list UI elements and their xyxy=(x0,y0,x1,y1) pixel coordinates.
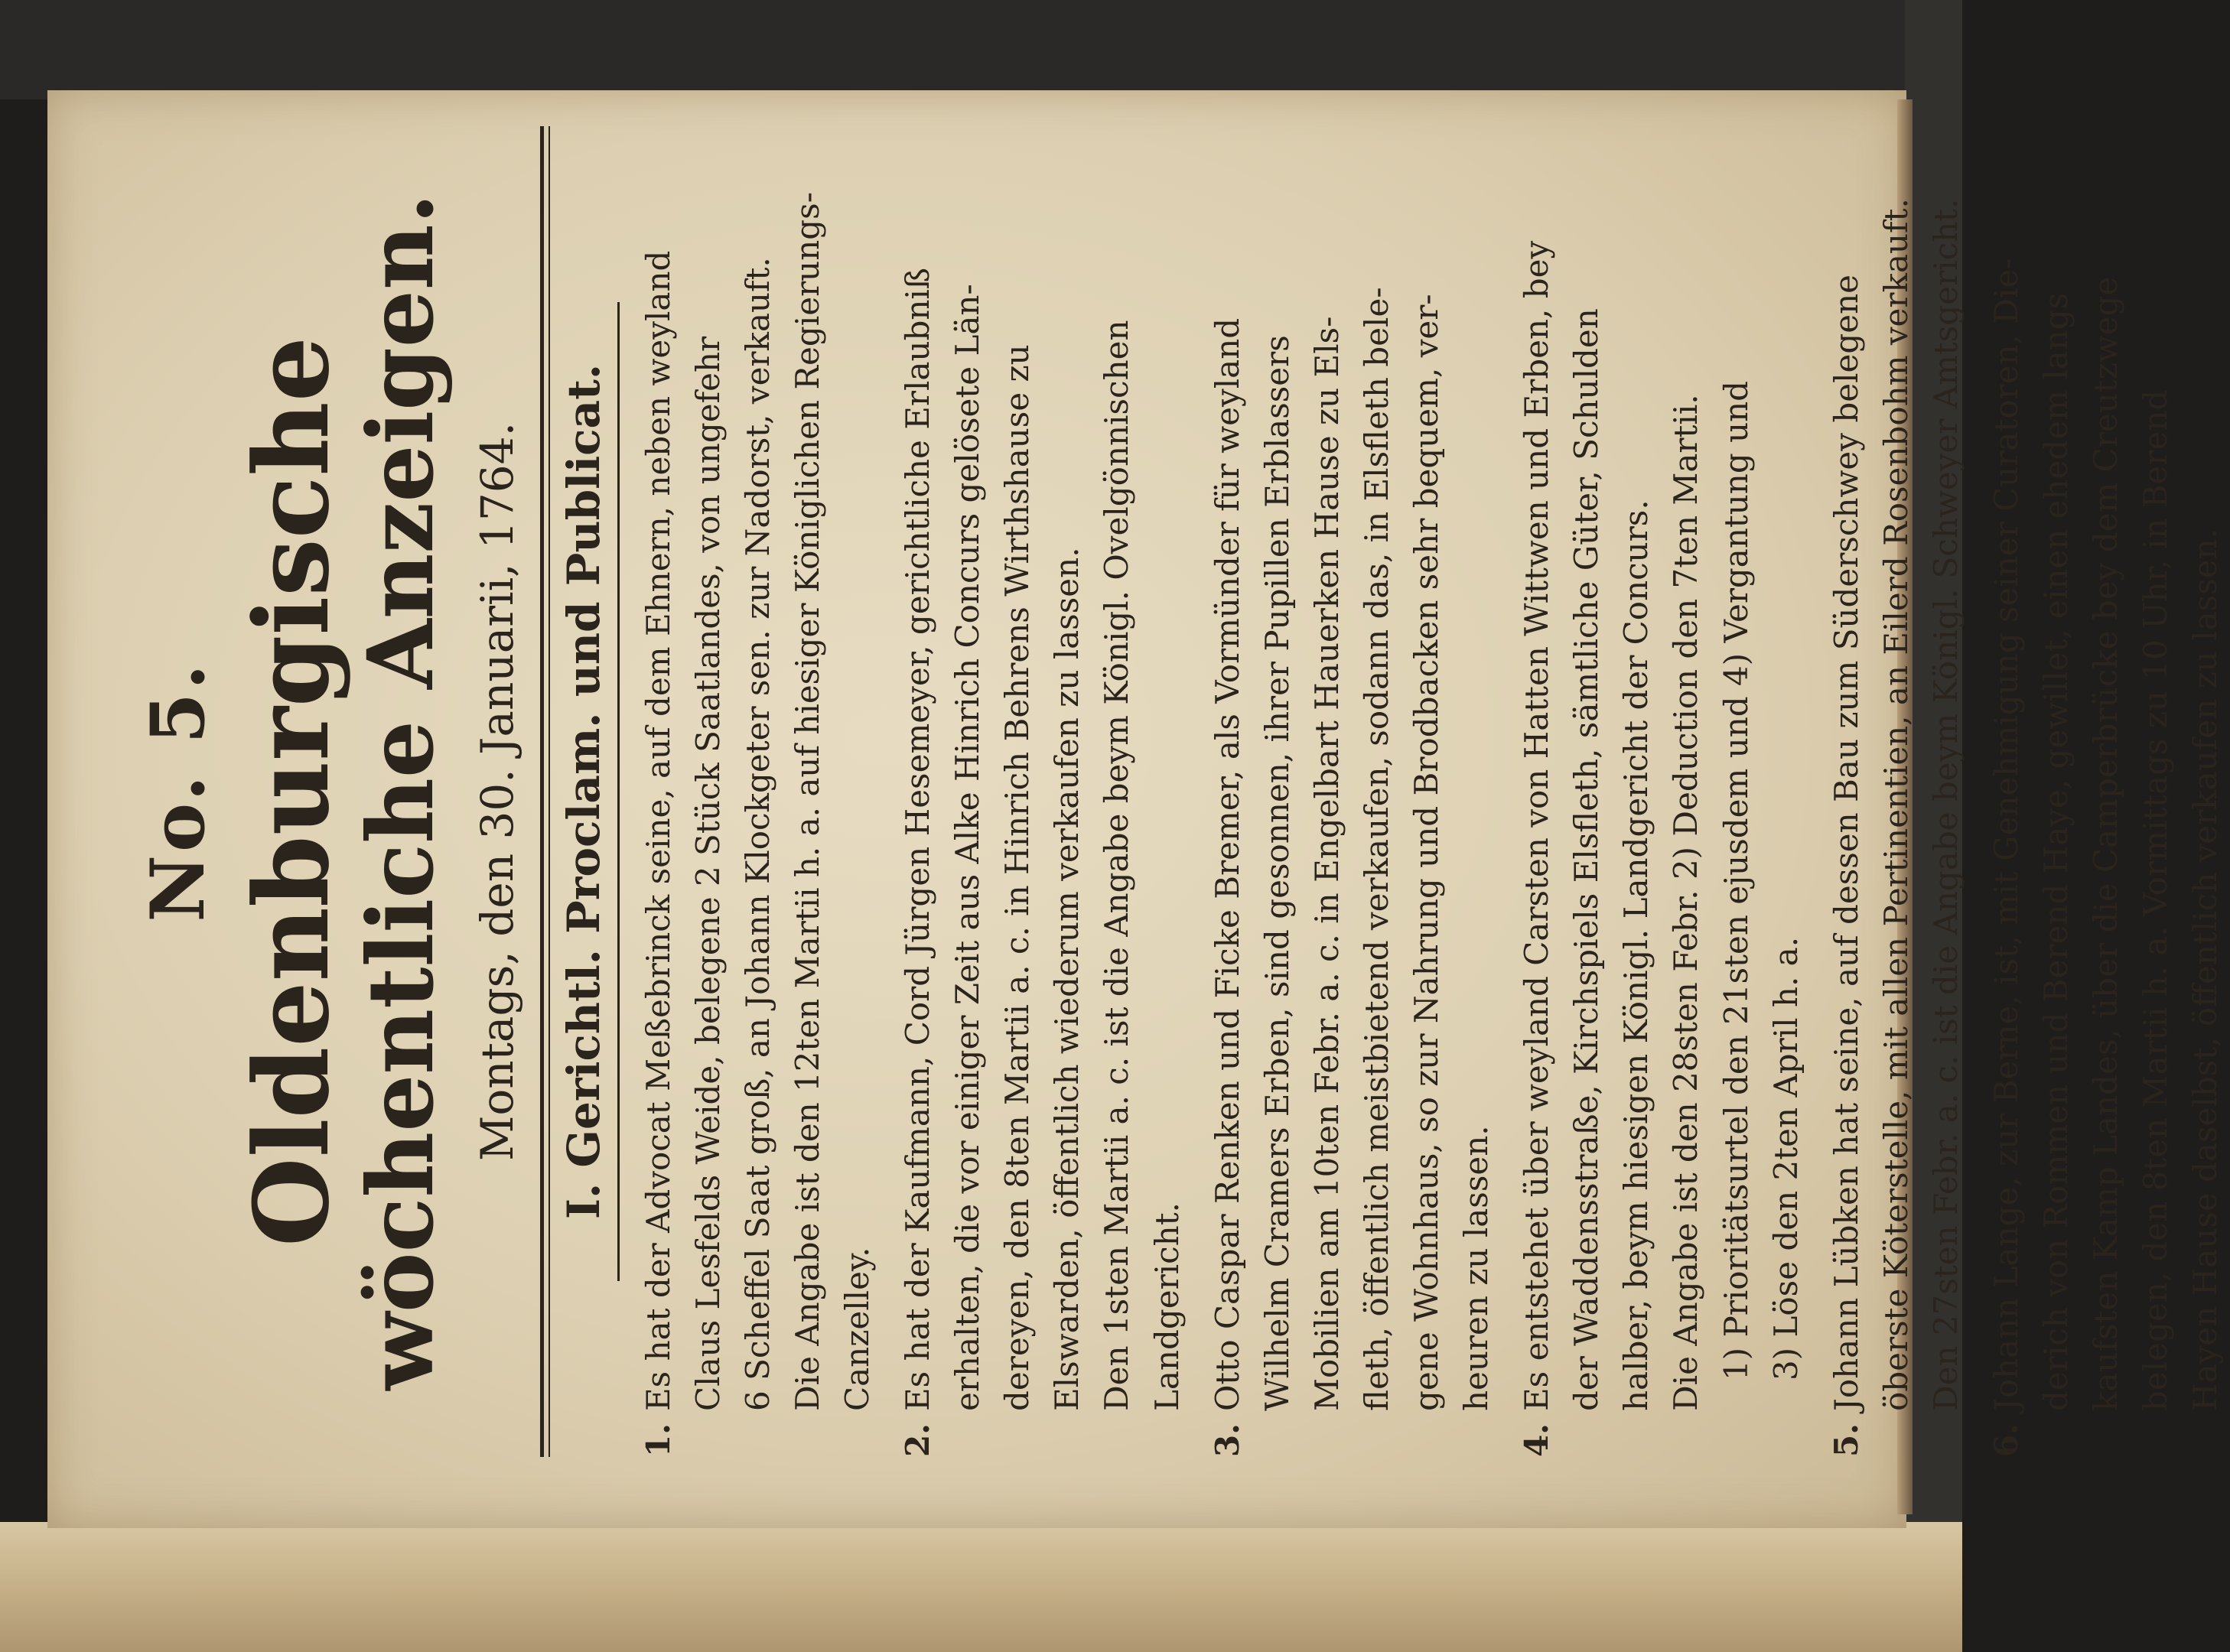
notice-line: Mobilien am 10ten Febr. a. c. in Engelbart Hauerken Hause zu Els- xyxy=(1307,316,1346,1411)
notice-number: 2. xyxy=(899,1423,937,1457)
masthead-title-line2: wöchentliche Anzeigen. xyxy=(347,193,454,1390)
notice-line: öberste Köterstelle, mit allen Pertinentien, an Eilerd Rosenbohm verkauft. xyxy=(1877,198,1915,1411)
notice-entry-6 xyxy=(1981,126,2230,1457)
notice-line: 6 Scheffel Saat groß, an Johann Klockgeter sen. zur Nadorst, verkauft. xyxy=(738,257,776,1411)
notice-line: Otto Caspar Renken und Ficke Bremer, als Vormünder für weyland xyxy=(1208,317,1246,1411)
page-fold-bottom xyxy=(0,1522,1962,1652)
notices-body xyxy=(633,103,2230,1480)
notice-entry-2 xyxy=(893,126,1192,1457)
notice-entry-1 xyxy=(633,126,882,1457)
notice-entry-5 xyxy=(1821,126,1971,1457)
notice-subline: 3) Löse den 2ten April h. a. xyxy=(1766,936,1805,1380)
rotated-page-content xyxy=(111,103,2225,1480)
section-heading: I. Gerichtl. Proclam. und Publicat. xyxy=(557,363,610,1220)
notice-line: Es entstehet über weyland Carsten von Hatten Wittwen und Erben, bey xyxy=(1518,240,1556,1411)
notice-line: Johann Lübken hat seine, auf dessen Bau zum Süderschwey belegene xyxy=(1827,274,1865,1411)
notice-line: erhalten, die vor einiger Zeit aus Alke Hinrich Concurs gelösete Län- xyxy=(949,284,987,1411)
issue-number: No. 5. xyxy=(135,661,221,922)
notice-line: halber, beym hiesigen Königl. Landgericht der Concurs. xyxy=(1617,499,1655,1411)
notice-number: 6. xyxy=(1987,1423,2026,1457)
notice-line: Die Angabe ist den 12ten Martii h. a. auf hiesiger Königlichen Regierungs- xyxy=(788,192,826,1411)
notice-number: 1. xyxy=(639,1423,677,1457)
notice-entry-4 xyxy=(1512,126,1811,1457)
double-rule xyxy=(540,126,550,1457)
notice-line: dereyen, den 8ten Martii a. c. in Hinrich Behrens Wirthshause zu xyxy=(998,344,1037,1411)
notice-line: Johann Lange, zur Berne, ist, mit Genehmigung seiner Curatoren, Die- xyxy=(1987,258,2026,1411)
notice-line: gene Wohnhaus, so zur Nahrung und Brodbacken sehr bequem, ver- xyxy=(1407,294,1445,1411)
notice-line: heuren zu lassen. xyxy=(1457,1125,1496,1411)
notice-line: Es hat der Kaufmann, Cord Jürgen Hesemeyer, gerichtliche Erlaubniß xyxy=(899,268,937,1411)
notice-line: Den 27sten Febr. a. c. ist die Angabe beym Königl. Schweyer Amtsgericht. xyxy=(1926,198,1965,1411)
notice-line: Landgericht. xyxy=(1148,1202,1186,1411)
notice-line: Claus Lesfelds Weide, belegene 2 Stück Saatlandes, von ungefehr xyxy=(689,336,727,1411)
notice-line: Den 1sten Martii a. c. ist die Angabe beym Königl. Ovelgönnischen xyxy=(1098,320,1136,1411)
notice-number: 5. xyxy=(1827,1423,1865,1457)
notice-line: der Waddensstraße, Kirchspiels Elsfleth, sämtliche Güter, Schulden xyxy=(1568,308,1606,1411)
scan-backdrop-top xyxy=(0,0,1962,99)
masthead-title-line1: Oldenburgische xyxy=(231,336,352,1247)
notice-line: Wilhelm Cramers Erben, sind gesonnen, ihrer Pupillen Erblassers xyxy=(1258,335,1296,1411)
notice-line: Es hat der Advocat Meßebrinck seine, auf dem Ehnern, neben weyland xyxy=(639,250,677,1411)
notice-line: fleth, öffentlich meistbietend verkaufen, sodann das, in Elsfleth bele- xyxy=(1357,287,1395,1411)
notice-line: kaufsten Kamp Landes, über die Camperbrücke bey dem Creutzwege xyxy=(2087,276,2125,1411)
notice-line: Canzelley. xyxy=(838,1247,876,1411)
notice-line: belegen, den 8ten Martii h. a. Vormittags zu 10 Uhr, in Berend xyxy=(2137,389,2175,1411)
notice-line: Elswarden, öffentlich wiederum verkaufen zu lassen. xyxy=(1048,547,1086,1411)
notice-number: 3. xyxy=(1208,1423,1246,1457)
notice-line: Die Angabe ist den 28sten Febr. 2) Deduction den 7ten Martii. xyxy=(1667,394,1705,1411)
notice-subline: 1) Prioritätsurtel den 21sten ejusdem und 4) Vergantung und xyxy=(1717,380,1755,1380)
notice-line: Hayen Hause daselbst, öffentlich verkaufen zu lassen. xyxy=(2186,528,2225,1411)
notice-line: derich von Rommen und Berend Haye, gewillet, einen ehedem langs xyxy=(2037,292,2075,1411)
notice-entry-3 xyxy=(1203,126,1502,1457)
section-rule xyxy=(617,302,620,1281)
notice-number: 4. xyxy=(1518,1423,1556,1457)
dateline: Montags, den 30. Januarii, 1764. xyxy=(470,421,523,1162)
